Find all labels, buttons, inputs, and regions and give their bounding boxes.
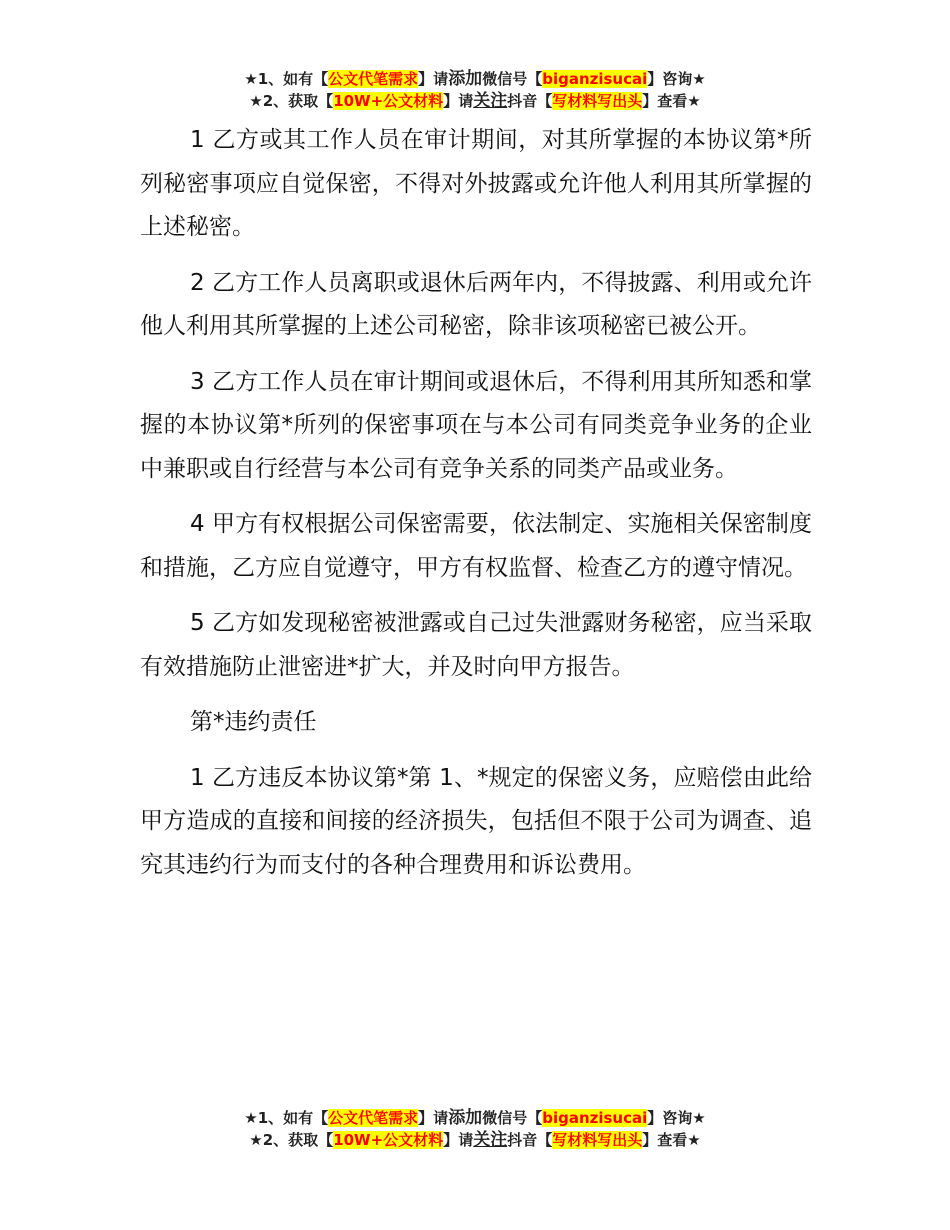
banner-highlight: biganzisucai (542, 70, 648, 88)
banner-line-1 (0, 68, 950, 90)
footer-banner (0, 1107, 950, 1151)
clause-paragraph: 5 乙方如发现秘密被泄露或自己过失泄露财务秘密，应当采取有效措施防止泄密进*扩大，并及时向甲方报告。 (140, 610, 812, 680)
banner-text: 】咨询★ (647, 70, 706, 88)
banner-highlight: 写材料写出头 (552, 92, 643, 110)
banner-emphasis: 关注 (473, 91, 508, 111)
document-body (140, 119, 812, 899)
section-heading: 第*违约责任 (190, 709, 317, 735)
banner-highlight: 公文代笔需求 (328, 70, 419, 88)
banner-highlight: 10W+公文材料 (333, 1131, 444, 1149)
banner-text: 抖音【 (507, 1131, 553, 1149)
banner-highlight: 公文代笔需求 (328, 1109, 419, 1127)
banner-line-2 (0, 1129, 950, 1151)
banner-highlight: biganzisucai (542, 1109, 648, 1127)
banner-text: 】请 (418, 70, 449, 88)
banner-text: 】请 (443, 92, 474, 110)
banner-highlight: 写材料写出头 (552, 1131, 643, 1149)
banner-text: 】请 (443, 1131, 474, 1149)
banner-text: 微信号【 (482, 70, 543, 88)
header-banner (0, 68, 950, 112)
banner-line-1 (0, 1107, 950, 1129)
banner-text: ★2、获取【 (249, 92, 334, 110)
banner-line-2 (0, 90, 950, 112)
banner-text: ★1、如有【 (244, 1109, 329, 1127)
clause-paragraph: 1 乙方违反本协议第*第 1、*规定的保密义务，应赔偿由此给甲方造成的直接和间接的经济损失，包括但不限于公司为调查、追究其违约行为而支付的各种合理费用和诉讼费用。 (140, 764, 812, 878)
clause-paragraph: 4 甲方有权根据公司保密需要，依法制定、实施相关保密制度和措施，乙方应自觉遵守，甲方有权监督、检查乙方的遵守情况。 (140, 511, 812, 581)
banner-text: ★1、如有【 (244, 70, 329, 88)
banner-text: 】咨询★ (647, 1109, 706, 1127)
banner-text: 】请 (418, 1109, 449, 1127)
clause-paragraph: 1 乙方或其工作人员在审计期间，对其所掌握的本协议第*所列秘密事项应自觉保密，不得对外披露或允许他人利用其所掌握的上述秘密。 (140, 127, 812, 240)
banner-text: 】查看★ (642, 92, 701, 110)
banner-emphasis: 添加 (448, 69, 483, 89)
banner-text: 】查看★ (642, 1131, 701, 1149)
banner-text: 微信号【 (482, 1109, 543, 1127)
banner-text: ★2、获取【 (249, 1131, 334, 1149)
banner-highlight: 10W+公文材料 (333, 92, 444, 110)
banner-emphasis: 添加 (448, 1108, 483, 1128)
banner-text: 抖音【 (507, 92, 553, 110)
clause-paragraph: 2 乙方工作人员离职或退休后两年内，不得披露、利用或允许他人利用其所掌握的上述公司秘密，除非该项秘密已被公开。 (140, 269, 812, 339)
banner-emphasis: 关注 (473, 1130, 508, 1150)
clause-paragraph: 3 乙方工作人员在审计期间或退休后，不得利用其所知悉和掌握的本协议第*所列的保密事项在与本公司有同类竞争业务的企业中兼职或自行经营与本公司有竞争关系的同类产品或业务。 (140, 368, 812, 482)
